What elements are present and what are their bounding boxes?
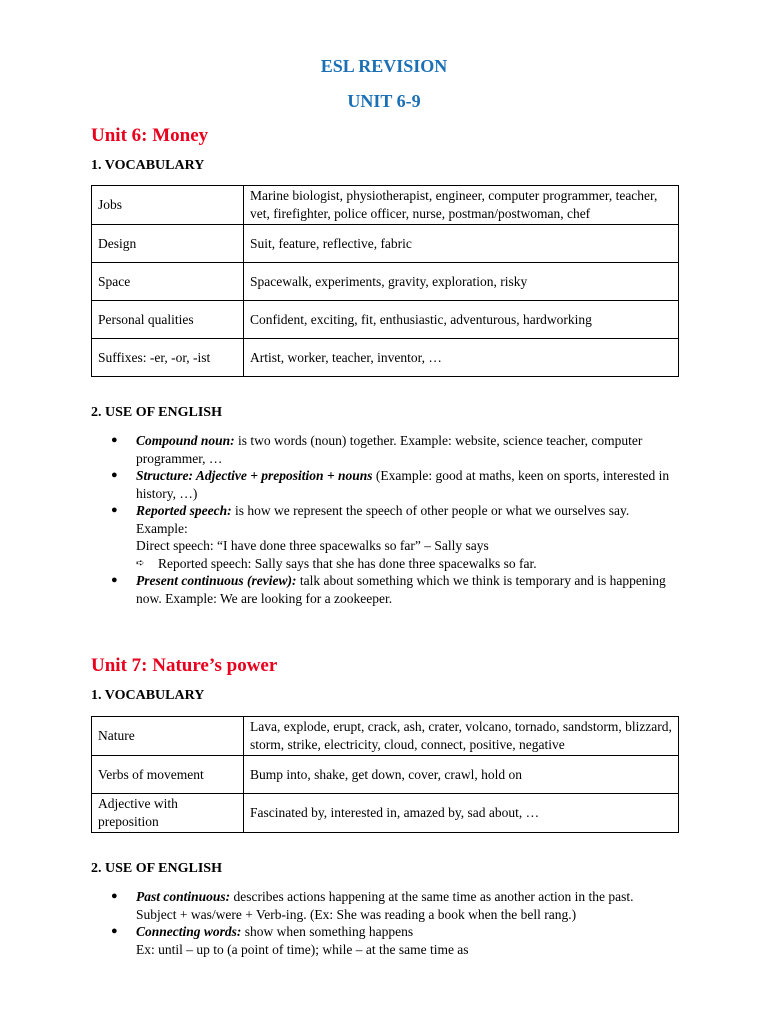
table-row [92, 756, 679, 794]
table-row [92, 717, 679, 756]
vocab-value: Lava, explode, erupt, crack, ash, crater, volcano, tornado, sandstorm, blizzard, storm, strike, electricity, cloud, connect, positive, negative [244, 717, 679, 756]
unit7-use-heading: 2. USE OF ENGLISH [91, 861, 222, 876]
sub-list-item [136, 555, 691, 573]
bullet-icon: ● [111, 504, 118, 516]
bullet-icon: ● [111, 925, 118, 937]
list-item [91, 888, 691, 923]
bullet-icon: ● [111, 890, 118, 902]
vocab-key: Verbs of movement [92, 756, 244, 794]
vocab-value: Confident, exciting, fit, enthusiastic, adventurous, hardworking [244, 301, 679, 339]
list-item [91, 467, 691, 502]
bullet-text: is how we represent the speech of other people or what we ourselves say. [231, 503, 630, 518]
table-row [92, 186, 679, 225]
table-row [92, 339, 679, 377]
bullet-text: talk about something which we think is temporary and is happening now. Example: We are looking for a zookeeper. [136, 573, 666, 606]
bullet-icon: ● [111, 434, 118, 446]
table-row [92, 263, 679, 301]
sub-list [136, 555, 691, 573]
vocab-value: Fascinated by, interested in, amazed by, sad about, … [244, 794, 679, 833]
document-subtitle: UNIT 6-9 [347, 91, 421, 111]
bullet-line: Example: [136, 520, 188, 536]
bullet-term: Reported speech: [136, 503, 232, 518]
bullet-term: Present continuous (review): [136, 573, 297, 588]
vocab-key: Jobs [92, 186, 244, 225]
unit6-heading: Unit 6: Money [91, 125, 209, 146]
vocab-value: Spacewalk, experiments, gravity, exploration, risky [244, 263, 679, 301]
list-item [91, 923, 691, 958]
table-row [92, 301, 679, 339]
list-item [91, 572, 691, 607]
unit6-vocab-heading: 1. VOCABULARY [91, 158, 205, 173]
list-item [91, 432, 691, 467]
unit7-vocab-heading: 1. VOCABULARY [91, 688, 205, 703]
bullet-term: Past continuous: [136, 889, 231, 904]
vocab-key: Space [92, 263, 244, 301]
vocab-key: Suffixes: -er, -or, -ist [92, 339, 244, 377]
unit7-vocab-table [91, 716, 679, 833]
arrow-bullet-icon: ➪ [136, 557, 145, 569]
bullet-text: is two words (noun) together. Example: website, science teacher, computer programmer, … [136, 433, 643, 466]
bullet-text: (Example: good at maths, keen on sports, interested in history, …) [136, 468, 670, 501]
unit7-heading: Unit 7: Nature’s power [91, 655, 278, 676]
table-row [92, 794, 679, 833]
vocab-value: Bump into, shake, get down, cover, crawl, hold on [244, 756, 679, 794]
bullet-icon: ● [111, 469, 118, 481]
table-row [92, 225, 679, 263]
bullet-line: Direct speech: “I have done three spacewalks so far” – Sally says [136, 538, 489, 553]
vocab-value: Artist, worker, teacher, inventor, … [244, 339, 679, 377]
vocab-value: Suit, feature, reflective, fabric [244, 225, 679, 263]
vocab-key: Nature [92, 717, 244, 756]
unit6-bullets [91, 432, 691, 607]
bullet-term: Connecting words: [136, 924, 242, 939]
bullet-line: Subject + was/were + Verb-ing. (Ex: She was reading a book when the bell rang.) [136, 906, 577, 922]
sub-item-text: Reported speech: Sally says that she has done three spacewalks so far. [158, 555, 537, 571]
vocab-value: Marine biologist, physiotherapist, engineer, computer programmer, teacher, vet, firefighter, police officer, nurse, postman/postwoman, chef [244, 186, 679, 225]
vocab-key: Personal qualities [92, 301, 244, 339]
bullet-term: Compound noun: [136, 433, 235, 448]
list-item [91, 502, 691, 572]
unit6-use-heading: 2. USE OF ENGLISH [91, 405, 222, 420]
document-title: ESL REVISION [320, 56, 448, 76]
bullet-text: describes actions happening at the same time as another action in the past. [230, 889, 634, 904]
vocab-key: Design [92, 225, 244, 263]
bullet-icon: ● [111, 574, 118, 586]
bullet-term: Structure: Adjective + preposition + nouns [136, 468, 373, 483]
bullet-line: Ex: until – up to (a point of time); while – at the same time as [136, 941, 469, 957]
vocab-key: Adjective with preposition [92, 794, 244, 833]
unit6-vocab-table [91, 185, 679, 377]
bullet-text: show when something happens [241, 924, 414, 939]
unit7-bullets [91, 888, 691, 958]
